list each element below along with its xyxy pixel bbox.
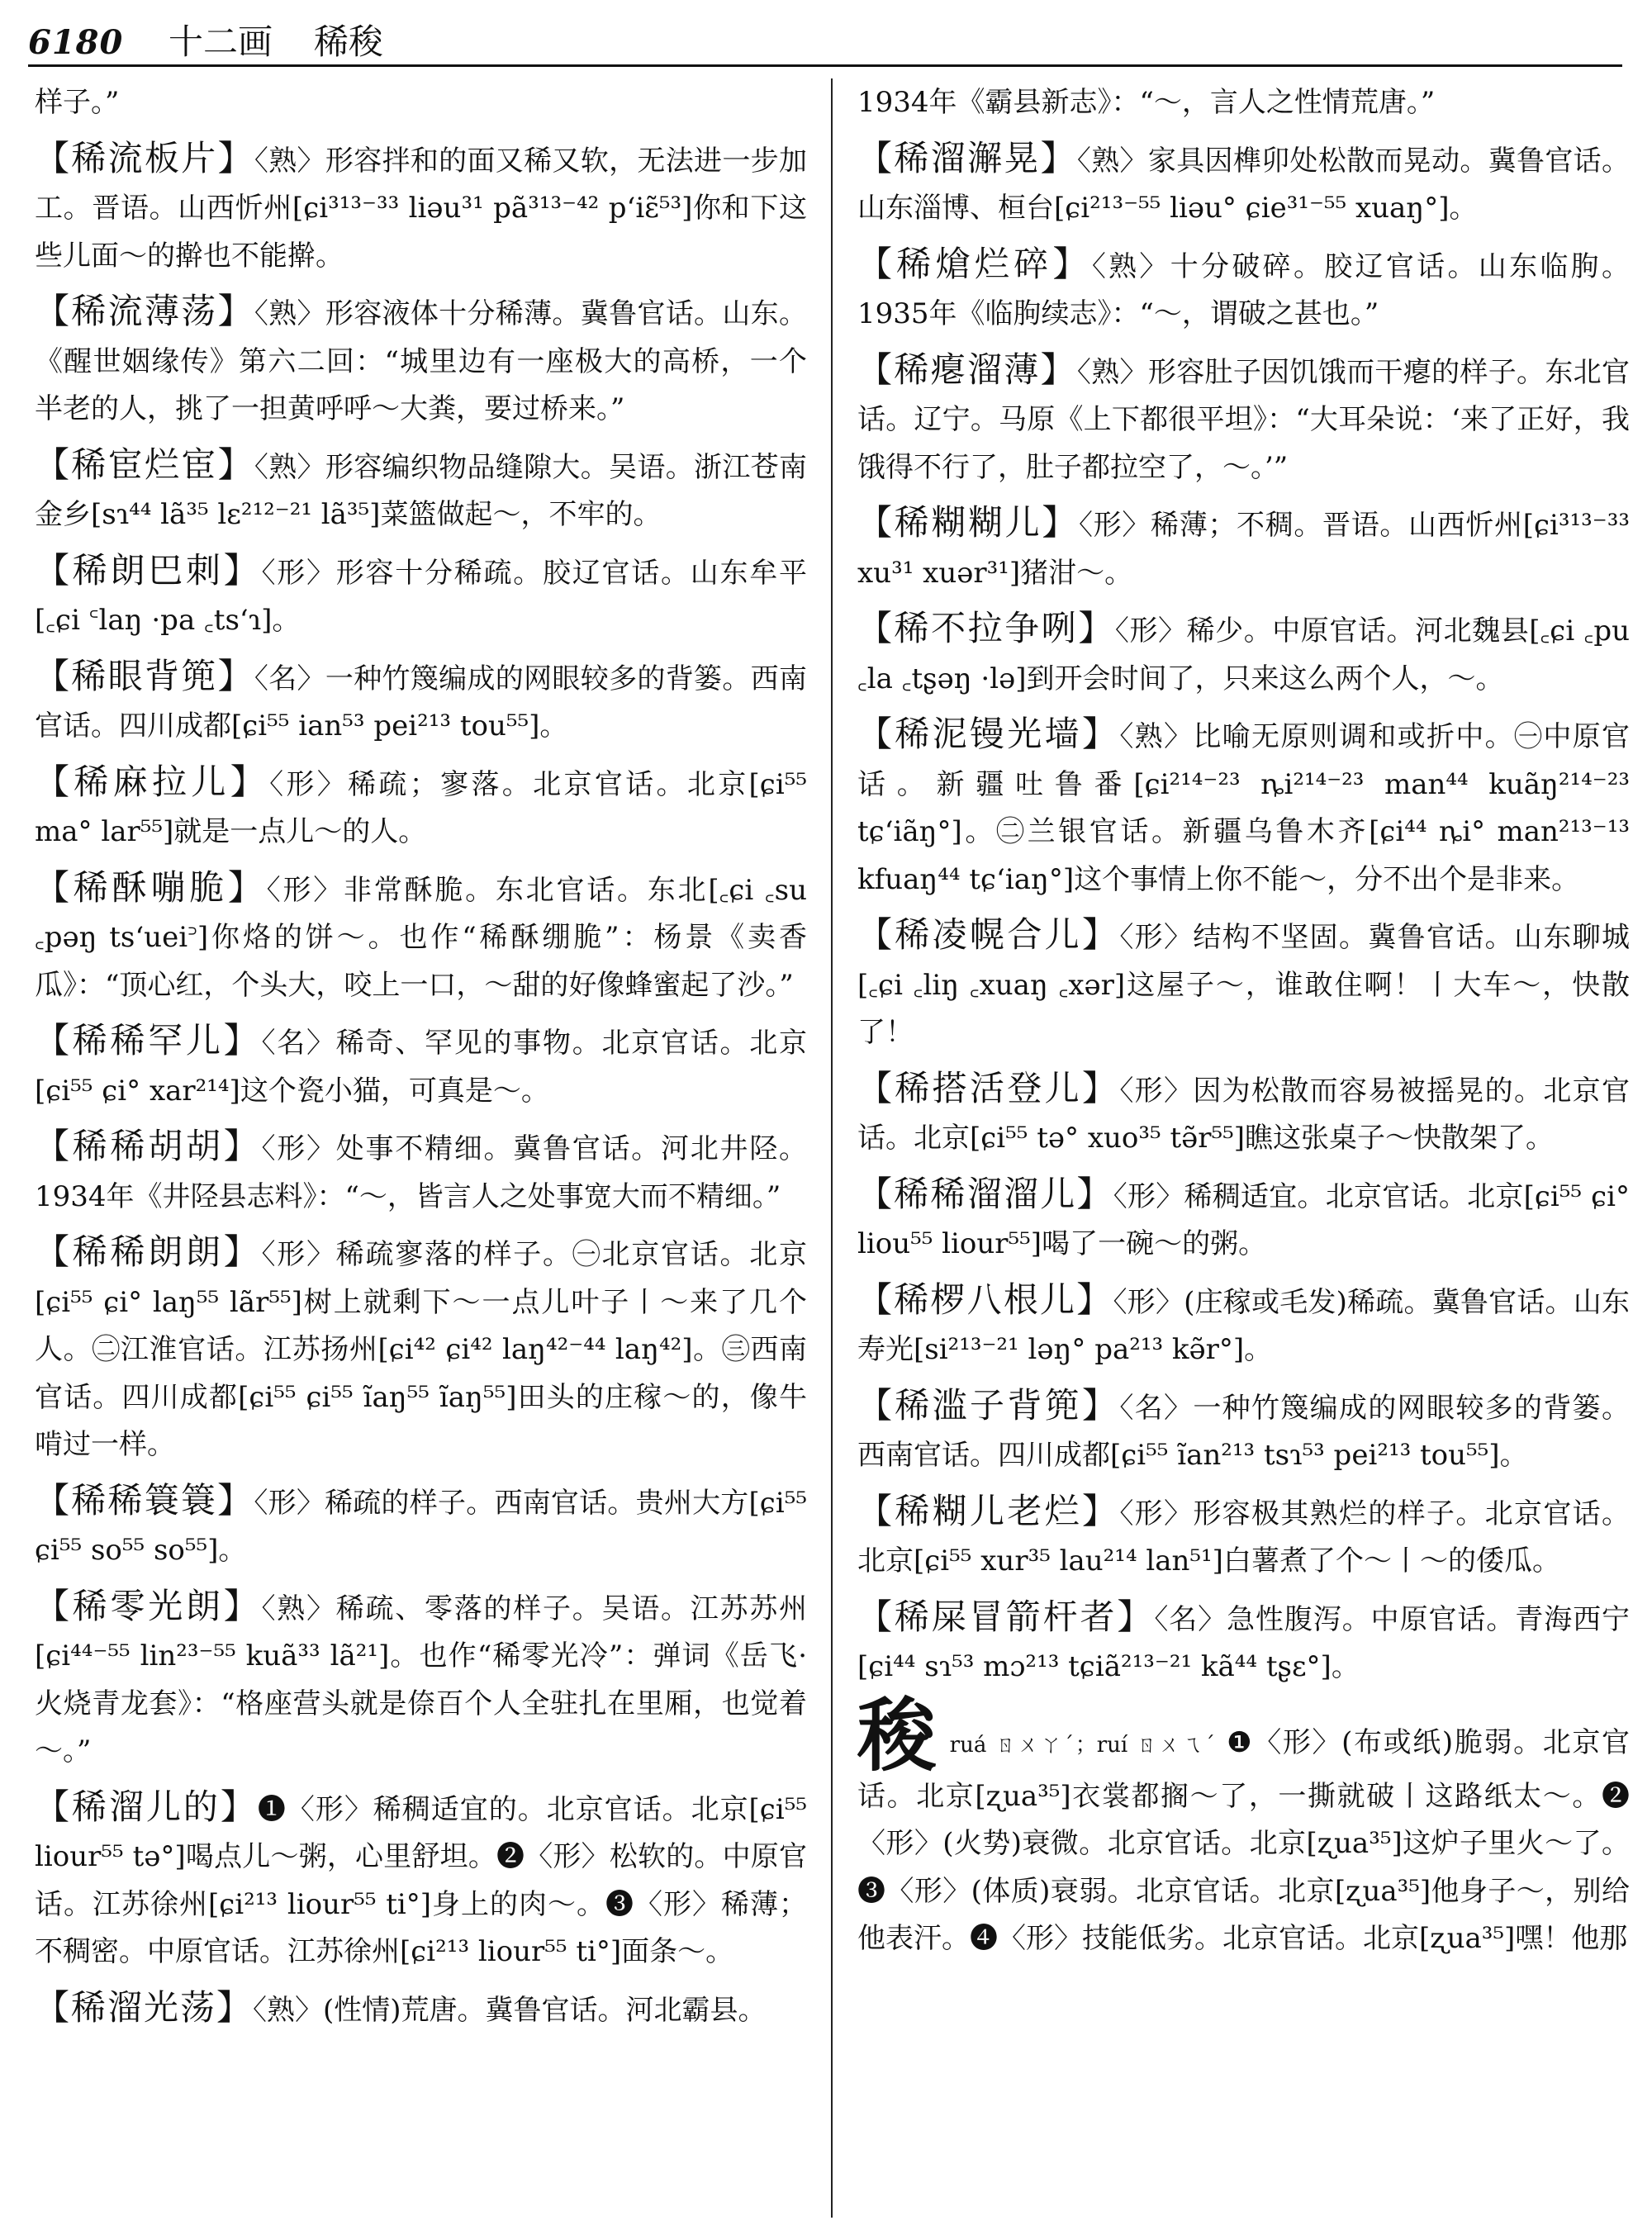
entry bbox=[35, 76, 807, 127]
entry bbox=[35, 1984, 807, 2035]
entry-headword: 【稀椤八根儿】 bbox=[857, 1279, 1113, 1320]
entry bbox=[857, 1487, 1630, 1586]
entry-body: 样子。” bbox=[35, 86, 120, 119]
entry-body: 〈形〉稀疏寥落的样子。㊀北京官话。北京[ɕi⁵⁵ ɕi° laŋ⁵⁵ lãr⁵⁵]树上就剩下～一点儿叶子丨～来了几个人。㊁江淮官话。江苏扬州[ɕi⁴² ɕi⁴² laŋ⁴²⁻⁴⁴ laŋ⁴²]。㊂西南官话。四川成都[ɕi⁵⁵ ɕi⁵⁵ ĩaŋ⁵⁵ ĩaŋ⁵⁵]田头的庄稼～的，像牛啃过一样。 bbox=[35, 1238, 807, 1461]
entry bbox=[35, 1228, 807, 1469]
entry bbox=[857, 1276, 1630, 1374]
entry-body: 〈熟〉形容编织物品缝隙大。吴语。浙江苍南金乡[sɿ⁴⁴ lã³⁵ lɛ²¹²⁻²¹ lã³⁵]菜篮做起～，不牢的。 bbox=[35, 450, 807, 531]
entry bbox=[857, 605, 1630, 703]
entry-body: 〈名〉一种竹篾编成的网眼较多的背篓。西南官话。四川成都[ɕi⁵⁵ ĩan²¹³ tsɿ⁵³ pei²¹³ tou⁵⁵]。 bbox=[857, 1391, 1630, 1472]
entry-body: 〈形〉非常酥脆。东北官话。东北[꜀ɕi ꜀su ꜀pəŋ ts‘uei꜄]你烙的饼～。也作“稀酥绷脆”：杨景《卖香瓜》：“顶心红，个头大，咬上一口，～甜的好像蜂蜜起了沙。” bbox=[35, 873, 807, 1002]
entry-body: 〈形〉(庄稼或毛发)稀疏。冀鲁官话。山东寿光[si²¹³⁻²¹ ləŋ° pa²¹³ kə̃r°]。 bbox=[857, 1285, 1630, 1366]
entry-headword: 【稀麻拉儿】 bbox=[35, 761, 270, 802]
entry-headword: 【稀酥嘣脆】 bbox=[35, 866, 267, 908]
entry-body: 〈名〉急性腹泻。中原官话。青海西宁[ɕi⁴⁴ sɿ⁵³ mɔ²¹³ tɕiã²¹³⁻²¹ kã⁴⁴ tʂɛ°]。 bbox=[857, 1602, 1630, 1683]
entry bbox=[35, 547, 807, 645]
entry-headword: 【稀糊儿老烂】 bbox=[857, 1490, 1120, 1531]
entry-body: 〈名〉一种竹篾编成的网眼较多的背篓。西南官话。四川成都[ɕi⁵⁵ ian⁵³ pei²¹³ tou⁵⁵]。 bbox=[35, 662, 807, 743]
entry-headword: 【稀流薄荡】 bbox=[35, 291, 254, 331]
entry-headword: 【稀流板片】 bbox=[35, 137, 254, 178]
entry-headword: 【稀朗巴刺】 bbox=[35, 549, 262, 591]
entry bbox=[857, 710, 1630, 904]
entry bbox=[857, 346, 1630, 492]
entry-body: 〈形〉稀薄；不稠。晋语。山西忻州[ɕi³¹³⁻³³ xu³¹ xuər³¹]猪泔～。 bbox=[857, 509, 1630, 590]
entry bbox=[35, 758, 807, 856]
entry-headword: 【稀滥子背篼】 bbox=[857, 1384, 1120, 1426]
entry-body: 〈熟〉十分破碎。胶辽官话。山东临朐。1935年《临朐续志》：“～，谓破之甚也。” bbox=[857, 249, 1630, 330]
stroke-section: 十二画 bbox=[169, 21, 273, 62]
page-number: 6180 bbox=[28, 23, 124, 62]
entry-headword: 【稀泥镘光墙】 bbox=[857, 714, 1120, 754]
entry bbox=[857, 135, 1630, 233]
entry-headword: 【稀零光朗】 bbox=[35, 1585, 262, 1626]
entry bbox=[857, 1065, 1630, 1163]
entry bbox=[857, 1382, 1630, 1480]
entry bbox=[35, 287, 807, 434]
entry-headword: 【稀宦烂宦】 bbox=[35, 444, 254, 485]
entry-headword: 【稀稀溜溜儿】 bbox=[857, 1173, 1113, 1214]
entry-headword: 【稀屎冒箭杆者】 bbox=[857, 1596, 1155, 1637]
entry-body: 〈形〉稀少。中原官话。河北魏县[꜀ɕi ꜀pu ꜀la ꜀tʂəŋ ·lə]到开会时间了，只来这么两个人，～。 bbox=[857, 614, 1630, 695]
entry-body: 〈形〉稀疏；寥落。北京官话。北京[ɕi⁵⁵ ma° lar⁵⁵]就是一点儿～的人。 bbox=[35, 767, 807, 848]
entry bbox=[857, 499, 1630, 597]
entry-body: 〈熟〉比喻无原则调和或折中。㊀中原官话。新疆吐鲁番[ɕi²¹⁴⁻²³ ȵi²¹⁴⁻²³ man⁴⁴ kuãŋ²¹⁴⁻²³ tɕ‘iãŋ°]。㊁兰银官话。新疆乌鲁木齐[ɕi⁴⁴ ȵi° man²¹³⁻¹³ kfuaŋ⁴⁴ tɕ‘iaŋ°]这个事情上你不能～，分不出个是非来。 bbox=[857, 720, 1630, 896]
entry-body: 〈熟〉(性情)荒唐。冀鲁官话。河北霸县。 bbox=[253, 1993, 767, 2027]
entry-body: 〈熟〉形容拌和的面又稀又软，无法进一步加工。晋语。山西忻州[ɕi³¹³⁻³³ liəu³¹ pã³¹³⁻⁴² p‘iɛ̃⁵³]你和下这些儿面～的擀也不能擀。 bbox=[35, 144, 807, 273]
column-divider bbox=[831, 78, 833, 2218]
main-entry-pronunciation: ruá ㄖㄨㄚˊ；ruí ㄖㄨㄟˊ bbox=[949, 1732, 1217, 1758]
entry-headword: 【稀不拉争咧】 bbox=[857, 608, 1115, 648]
entry-body: 〈熟〉稀疏、零落的样子。吴语。江苏苏州[ɕi⁴⁴⁻⁵⁵ lin²³⁻⁵⁵ kuã³³ lã²¹]。也作“稀零光冷”：弹词《岳飞·火烧青龙套》：“格座营头就是倷百个人全驻扎在里厢，也觉着～。” bbox=[35, 1592, 807, 1767]
entry bbox=[35, 1017, 807, 1115]
entry-body: 〈形〉因为松散而容易被摇晃的。北京官话。北京[ɕi⁵⁵ tə° xuo³⁵ tə̃r⁵⁵]瞧这张桌子～快散架了。 bbox=[857, 1074, 1630, 1155]
entry-body: 〈熟〉形容液体十分稀薄。冀鲁官话。山东。《醒世姻缘传》第六二回：“城里边有一座极大的高桥，一个半老的人，挑了一担黄呼呼～大粪，要过桥来。” bbox=[35, 297, 807, 425]
entry-headword: 【稀溜儿的】 bbox=[35, 1786, 258, 1827]
main-entry-character: 稄 bbox=[857, 1688, 938, 1782]
entry-body: 〈熟〉形容肚子因饥饿而干瘪的样子。东北官话。辽宁。马原《上下都很平坦》：“大耳朵说：‘来了正好，我饿得不行了，肚子都拉空了，～。’” bbox=[857, 355, 1630, 484]
entry-headword: 【稀溜澥晃】 bbox=[857, 137, 1077, 178]
entry bbox=[35, 135, 807, 281]
entry-body: ❶〈形〉稀稠适宜的。北京官话。北京[ɕi⁵⁵ liour⁵⁵ tə°]喝点儿～粥，心里舒坦。❷〈形〉松软的。中原官话。江苏徐州[ɕi²¹³ liour⁵⁵ ti°]身上的肉～。❸〈形〉稀薄；不稠密。中原官话。江苏徐州[ɕi²¹³ liour⁵⁵ ti°]面条～。 bbox=[35, 1792, 807, 1968]
entry-headword: 【稀稀簑簑】 bbox=[35, 1479, 254, 1521]
entry bbox=[35, 441, 807, 539]
entry bbox=[35, 1477, 807, 1575]
entry bbox=[857, 1593, 1630, 1691]
right-column bbox=[857, 76, 1630, 2223]
entry-body: 〈形〉结构不坚固。冀鲁官话。山东聊城[꜀ɕi ꜀liŋ ꜀xuaŋ ꜀xər]这屋子～，谁敢住啊！丨大车～，快散了！ bbox=[857, 921, 1630, 1049]
entry-headword: 【稀搭活登儿】 bbox=[857, 1067, 1120, 1108]
entry bbox=[35, 652, 807, 751]
entry-body: 〈名〉稀奇、罕见的事物。北京官话。北京[ɕi⁵⁵ ɕi° xar²¹⁴]这个瓷小猫，可真是～。 bbox=[35, 1027, 807, 1108]
entry-headword: 【稀眼背篼】 bbox=[35, 655, 254, 696]
entry-headword: 【稀凌幌合儿】 bbox=[857, 914, 1120, 955]
entry-headword: 【稀糊糊儿】 bbox=[857, 502, 1080, 543]
entry bbox=[857, 1170, 1630, 1269]
entry-headword: 【稀稀胡胡】 bbox=[35, 1126, 262, 1166]
entry-body: 〈形〉处事不精细。冀鲁官话。河北井陉。1934年《井陉县志料》：“～，皆言人之处事宽大而不精细。” bbox=[35, 1132, 807, 1213]
running-head-words: 稀稄 bbox=[314, 21, 384, 62]
page-header bbox=[28, 15, 1622, 67]
entry bbox=[35, 864, 807, 1010]
entry-body: 〈熟〉家具因榫卯处松散而晃动。冀鲁官话。山东淄博、桓台[ɕi²¹³⁻⁵⁵ liəu° ɕie³¹⁻⁵⁵ xuaŋ°]。 bbox=[857, 144, 1630, 225]
entry-headword: 【稀溜光荡】 bbox=[35, 1986, 254, 2028]
entry-body: 〈形〉形容十分稀疏。胶辽官话。山东牟平[꜀ɕi ꜂laŋ ·pa ꜀ts‘ɿ]。 bbox=[35, 556, 807, 637]
entry-headword: 【稀瘪溜薄】 bbox=[857, 349, 1077, 390]
entry-headword: 【稀稀朗朗】 bbox=[35, 1231, 262, 1272]
main-entry-body: ❶〈形〉(布或纸)脆弱。北京官话。北京[ʐua³⁵]衣裳都搁～了，一撕就破丨这路纸太～。❷〈形〉(火势)衰微。北京官话。北京[ʐua³⁵]这炉子里火～了。❸〈形〉(体质)衰弱。北京官话。北京[ʐua³⁵]他身子～，别给他表汗。❹〈形〉技能低劣。北京官话。北京[ʐua³⁵]嘿！他那 bbox=[857, 1725, 1630, 1955]
entry bbox=[857, 76, 1630, 127]
entry bbox=[35, 1122, 807, 1221]
entry-body: 1934年《霸县新志》：“～，言人之性情荒唐。” bbox=[857, 86, 1436, 119]
entry bbox=[35, 1783, 807, 1976]
entry bbox=[857, 240, 1630, 339]
entry-headword: 【稀熗烂碎】 bbox=[857, 243, 1092, 284]
main-entry bbox=[857, 1688, 1630, 1963]
entry-body: 〈形〉稀疏的样子。西南官话。贵州大方[ɕi⁵⁵ ɕi⁵⁵ so⁵⁵ so⁵⁵]。 bbox=[35, 1486, 807, 1567]
entry-headword: 【稀稀罕儿】 bbox=[35, 1020, 262, 1060]
entry bbox=[857, 911, 1630, 1057]
entry-body: 〈形〉稀稠适宜。北京官话。北京[ɕi⁵⁵ ɕi° liou⁵⁵ liour⁵⁵]喝了一碗～的粥。 bbox=[857, 1179, 1630, 1260]
entry-body: 〈形〉形容极其熟烂的样子。北京官话。北京[ɕi⁵⁵ xur³⁵ lau²¹⁴ lan⁵¹]白薯煮了个～丨～的倭瓜。 bbox=[857, 1497, 1630, 1578]
left-column bbox=[35, 76, 807, 2223]
entry bbox=[35, 1582, 807, 1776]
